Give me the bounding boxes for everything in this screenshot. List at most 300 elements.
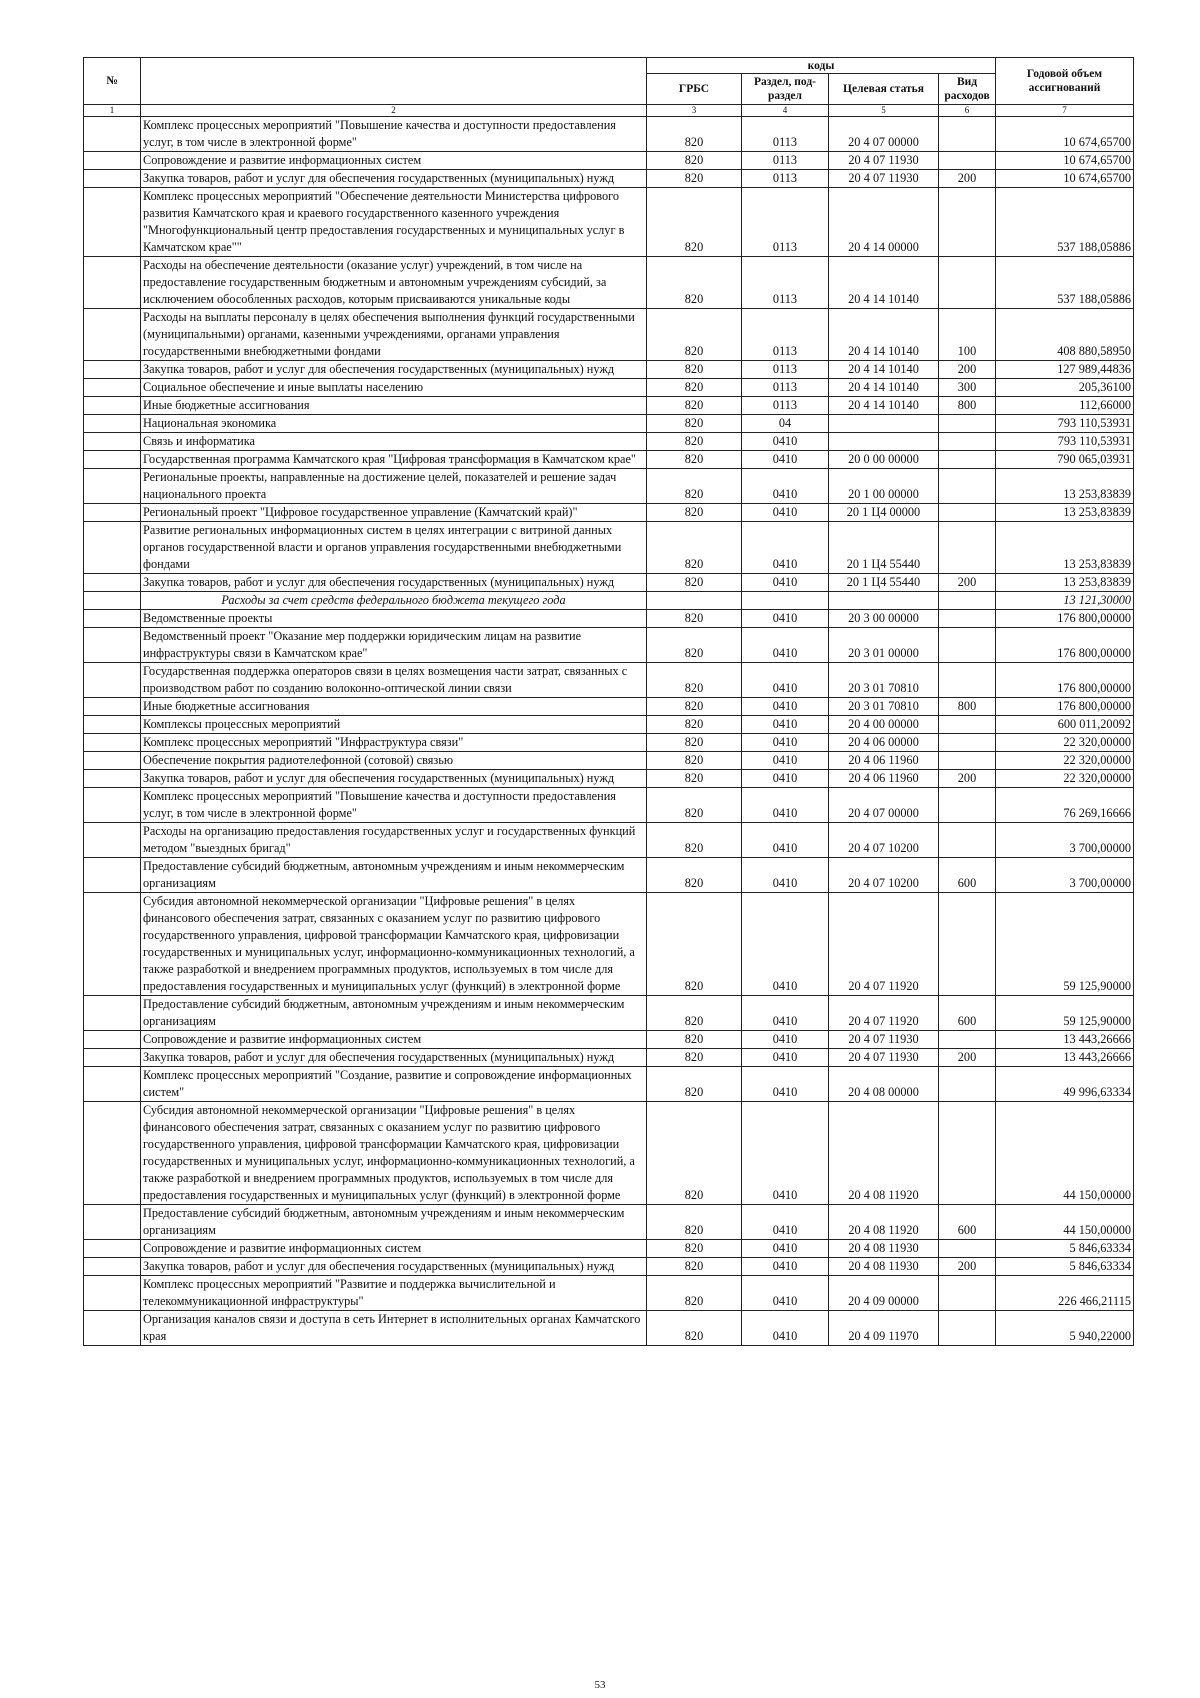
expense-type-cell: 600	[939, 1205, 996, 1240]
section-code-cell: 0113	[742, 379, 829, 397]
target-article-cell: 20 1 00 00000	[829, 469, 939, 504]
column-number: 4	[742, 105, 829, 117]
target-article-cell: 20 3 01 70810	[829, 663, 939, 698]
expense-name-cell: Региональный проект "Цифровое государственное управление (Камчатский край)"	[141, 504, 647, 522]
section-code-cell: 0410	[742, 1276, 829, 1311]
amount-cell: 127 989,44836	[996, 361, 1134, 379]
row-number-cell	[84, 823, 141, 858]
grbs-code-cell: 820	[647, 504, 742, 522]
table-row	[84, 770, 1134, 788]
section-code-cell: 0410	[742, 1067, 829, 1102]
section-code-cell: 0410	[742, 433, 829, 451]
section-code-cell: 0410	[742, 734, 829, 752]
expense-name-cell: Комплекс процессных мероприятий "Повышение качества и доступности предоставления услуг, в том числе в электронной форме"	[141, 788, 647, 823]
target-article-cell: 20 4 09 11970	[829, 1311, 939, 1346]
row-number-cell	[84, 610, 141, 628]
amount-cell: 537 188,05886	[996, 257, 1134, 309]
amount-cell: 13 121,30000	[996, 592, 1134, 610]
section-code-cell: 0410	[742, 770, 829, 788]
budget-table	[83, 57, 1134, 1346]
row-number-cell	[84, 170, 141, 188]
row-number-cell	[84, 469, 141, 504]
expense-name-cell: Комплекс процессных мероприятий "Обеспечение деятельности Министерства цифрового развития Камчатского края и краевого государственного казенного учреждения "Многофункциональный центр предоставления государственных и муниципальных услуг в Камчатском крае""	[141, 188, 647, 257]
table-row	[84, 1049, 1134, 1067]
expense-name-cell: Региональные проекты, направленные на достижение целей, показателей и решение задач национального проекта	[141, 469, 647, 504]
table-row	[84, 361, 1134, 379]
header-amount: Годовой объем ассигнований	[996, 58, 1134, 105]
expense-type-cell: 200	[939, 574, 996, 592]
expense-name-cell: Сопровождение и развитие информационных систем	[141, 152, 647, 170]
target-article-cell: 20 4 00 00000	[829, 716, 939, 734]
grbs-code-cell: 820	[647, 788, 742, 823]
expense-name-cell: Комплекс процессных мероприятий "Повышение качества и доступности предоставления услуг, в том числе в электронной форме"	[141, 117, 647, 152]
target-article-cell: 20 4 07 00000	[829, 788, 939, 823]
amount-cell: 5 846,63334	[996, 1240, 1134, 1258]
row-number-cell	[84, 1311, 141, 1346]
row-number-cell	[84, 1276, 141, 1311]
expense-type-cell: 200	[939, 170, 996, 188]
section-code-cell: 0113	[742, 257, 829, 309]
grbs-code-cell: 820	[647, 1311, 742, 1346]
table-row	[84, 628, 1134, 663]
expense-type-cell	[939, 433, 996, 451]
row-number-cell	[84, 996, 141, 1031]
header-grbs: ГРБС	[647, 74, 742, 105]
section-code-cell: 0410	[742, 823, 829, 858]
header-section: Раздел, под-раздел	[742, 74, 829, 105]
amount-cell: 3 700,00000	[996, 823, 1134, 858]
row-number-cell	[84, 1258, 141, 1276]
target-article-cell: 20 4 07 11930	[829, 1031, 939, 1049]
expense-type-cell	[939, 1067, 996, 1102]
expense-name-cell: Комплекс процессных мероприятий "Развитие и поддержка вычислительной и телекоммуникационной инфраструктуры"	[141, 1276, 647, 1311]
expense-type-cell: 200	[939, 1258, 996, 1276]
grbs-code-cell: 820	[647, 770, 742, 788]
target-article-cell: 20 1 Ц4 00000	[829, 504, 939, 522]
grbs-code-cell: 820	[647, 716, 742, 734]
row-number-cell	[84, 309, 141, 361]
target-article-cell: 20 1 Ц4 55440	[829, 574, 939, 592]
row-number-cell	[84, 1240, 141, 1258]
target-article-cell: 20 3 01 00000	[829, 628, 939, 663]
grbs-code-cell: 820	[647, 309, 742, 361]
section-code-cell: 0410	[742, 451, 829, 469]
grbs-code-cell: 820	[647, 433, 742, 451]
expense-name-cell: Предоставление субсидий бюджетным, автономным учреждениям и иным некоммерческим организациям	[141, 996, 647, 1031]
target-article-cell: 20 4 08 11920	[829, 1205, 939, 1240]
row-number-cell	[84, 752, 141, 770]
column-number: 6	[939, 105, 996, 117]
grbs-code-cell: 820	[647, 361, 742, 379]
header-type: Вид расходов	[939, 74, 996, 105]
section-code-cell: 0113	[742, 152, 829, 170]
row-number-cell	[84, 257, 141, 309]
expense-type-cell: 800	[939, 698, 996, 716]
amount-cell: 13 253,83839	[996, 469, 1134, 504]
grbs-code-cell: 820	[647, 170, 742, 188]
table-row	[84, 1276, 1134, 1311]
expense-name-cell: Связь и информатика	[141, 433, 647, 451]
table-row	[84, 469, 1134, 504]
table-row	[84, 716, 1134, 734]
table-row	[84, 170, 1134, 188]
table-row	[84, 504, 1134, 522]
grbs-code-cell: 820	[647, 858, 742, 893]
grbs-code-cell: 820	[647, 415, 742, 433]
column-number: 2	[141, 105, 647, 117]
table-row	[84, 1031, 1134, 1049]
expense-type-cell	[939, 752, 996, 770]
target-article-cell: 20 4 07 11930	[829, 152, 939, 170]
expense-name-cell: Обеспечение покрытия радиотелефонной (сотовой) связью	[141, 752, 647, 770]
section-code-cell: 0410	[742, 1258, 829, 1276]
grbs-code-cell: 820	[647, 752, 742, 770]
row-number-cell	[84, 858, 141, 893]
table-note-row	[84, 592, 1134, 610]
grbs-code-cell: 820	[647, 1205, 742, 1240]
expense-name-cell: Сопровождение и развитие информационных систем	[141, 1031, 647, 1049]
table-row	[84, 522, 1134, 574]
amount-cell: 49 996,63334	[996, 1067, 1134, 1102]
section-code-cell	[742, 592, 829, 610]
expense-type-cell	[939, 451, 996, 469]
expense-name-cell: Закупка товаров, работ и услуг для обеспечения государственных (муниципальных) нужд	[141, 770, 647, 788]
column-number: 1	[84, 105, 141, 117]
page-number: 53	[594, 1679, 606, 1691]
amount-cell: 22 320,00000	[996, 734, 1134, 752]
amount-cell: 59 125,90000	[996, 893, 1134, 996]
expense-name-cell: Закупка товаров, работ и услуг для обеспечения государственных (муниципальных) нужд	[141, 1258, 647, 1276]
grbs-code-cell: 820	[647, 397, 742, 415]
row-number-cell	[84, 734, 141, 752]
row-number-cell	[84, 788, 141, 823]
expense-type-cell	[939, 1311, 996, 1346]
amount-cell: 226 466,21115	[996, 1276, 1134, 1311]
table-row	[84, 1205, 1134, 1240]
expense-type-cell: 200	[939, 361, 996, 379]
table-row	[84, 893, 1134, 996]
expense-type-cell	[939, 469, 996, 504]
target-article-cell	[829, 592, 939, 610]
target-article-cell: 20 4 07 00000	[829, 117, 939, 152]
column-number: 3	[647, 105, 742, 117]
table-row	[84, 996, 1134, 1031]
expense-type-cell	[939, 117, 996, 152]
expense-name-cell: Расходы на выплаты персоналу в целях обеспечения выполнения функций государственными (муниципальными) органами, казенными учреждениями, органами управления государственными внебюджетными фондами	[141, 309, 647, 361]
table-row	[84, 823, 1134, 858]
amount-cell: 22 320,00000	[996, 770, 1134, 788]
target-article-cell: 20 4 14 10140	[829, 257, 939, 309]
expense-type-cell: 800	[939, 397, 996, 415]
section-code-cell: 0410	[742, 698, 829, 716]
table-row	[84, 451, 1134, 469]
target-article-cell	[829, 433, 939, 451]
expense-name-cell: Комплекс процессных мероприятий "Создание, развитие и сопровождение информационных систем"	[141, 1067, 647, 1102]
expense-name-cell: Предоставление субсидий бюджетным, автономным учреждениям и иным некоммерческим организациям	[141, 1205, 647, 1240]
table-row	[84, 610, 1134, 628]
expense-type-cell	[939, 152, 996, 170]
amount-cell: 112,66000	[996, 397, 1134, 415]
amount-cell: 44 150,00000	[996, 1205, 1134, 1240]
grbs-code-cell: 820	[647, 663, 742, 698]
grbs-code-cell: 820	[647, 1258, 742, 1276]
table-row	[84, 379, 1134, 397]
row-number-cell	[84, 117, 141, 152]
expense-name-cell: Расходы на обеспечение деятельности (оказание услуг) учреждений, в том числе на предоставление государственным бюджетным и автономным учреждениям субсидий, за исключением обособленных расходов, которым присваиваются уникальные коды	[141, 257, 647, 309]
row-number-cell	[84, 716, 141, 734]
expense-name-cell: Развитие региональных информационных систем в целях интеграции с витриной данных органов государственной власти и органов управления государственными внебюджетными фондами	[141, 522, 647, 574]
expense-type-cell	[939, 1031, 996, 1049]
amount-cell: 205,36100	[996, 379, 1134, 397]
grbs-code-cell: 820	[647, 1031, 742, 1049]
table-row	[84, 397, 1134, 415]
amount-cell: 176 800,00000	[996, 698, 1134, 716]
expense-type-cell	[939, 734, 996, 752]
target-article-cell: 20 4 14 10140	[829, 309, 939, 361]
row-number-cell	[84, 415, 141, 433]
target-article-cell: 20 3 01 70810	[829, 698, 939, 716]
table-row	[84, 188, 1134, 257]
section-code-cell: 04	[742, 415, 829, 433]
table-row	[84, 309, 1134, 361]
expense-name-cell: Расходы на организацию предоставления государственных услуг и государственных функций методом "выездных бригад"	[141, 823, 647, 858]
amount-cell: 44 150,00000	[996, 1102, 1134, 1205]
grbs-code-cell: 820	[647, 1276, 742, 1311]
amount-cell: 10 674,65700	[996, 152, 1134, 170]
amount-cell: 537 188,05886	[996, 188, 1134, 257]
amount-cell: 600 011,20092	[996, 716, 1134, 734]
expense-type-cell: 100	[939, 309, 996, 361]
grbs-code-cell: 820	[647, 610, 742, 628]
grbs-code-cell: 820	[647, 734, 742, 752]
header-name	[141, 58, 647, 105]
table-row	[84, 858, 1134, 893]
row-number-cell	[84, 770, 141, 788]
expense-type-cell	[939, 592, 996, 610]
row-number-cell	[84, 628, 141, 663]
table-row	[84, 1102, 1134, 1205]
grbs-code-cell: 820	[647, 469, 742, 504]
amount-cell: 13 443,26666	[996, 1031, 1134, 1049]
target-article-cell: 20 0 00 00000	[829, 451, 939, 469]
row-number-cell	[84, 1102, 141, 1205]
target-article-cell: 20 4 07 10200	[829, 858, 939, 893]
section-code-cell: 0410	[742, 752, 829, 770]
expense-name-cell: Иные бюджетные ассигнования	[141, 397, 647, 415]
expense-name-cell: Государственная программа Камчатского края "Цифровая трансформация в Камчатском крае"	[141, 451, 647, 469]
section-code-cell: 0410	[742, 610, 829, 628]
section-code-cell: 0113	[742, 309, 829, 361]
row-number-cell	[84, 451, 141, 469]
amount-cell: 10 674,65700	[996, 117, 1134, 152]
column-number: 5	[829, 105, 939, 117]
grbs-code-cell: 820	[647, 1102, 742, 1205]
section-code-cell: 0410	[742, 574, 829, 592]
section-code-cell: 0410	[742, 663, 829, 698]
row-number-cell	[84, 433, 141, 451]
table-row	[84, 1258, 1134, 1276]
table-row	[84, 257, 1134, 309]
expense-name-cell: Национальная экономика	[141, 415, 647, 433]
target-article-cell: 20 4 09 00000	[829, 1276, 939, 1311]
expense-name-cell: Комплексы процессных мероприятий	[141, 716, 647, 734]
header-target: Целевая статья	[829, 74, 939, 105]
amount-cell: 3 700,00000	[996, 858, 1134, 893]
expense-name-cell: Расходы за счет средств федерального бюджета текущего года	[141, 592, 647, 610]
section-code-cell: 0113	[742, 361, 829, 379]
expense-name-cell: Сопровождение и развитие информационных систем	[141, 1240, 647, 1258]
expense-type-cell	[939, 415, 996, 433]
row-number-cell	[84, 1067, 141, 1102]
expense-type-cell	[939, 504, 996, 522]
table-row	[84, 1240, 1134, 1258]
target-article-cell: 20 4 06 11960	[829, 770, 939, 788]
row-number-cell	[84, 574, 141, 592]
amount-cell: 10 674,65700	[996, 170, 1134, 188]
section-code-cell: 0410	[742, 522, 829, 574]
expense-name-cell: Организация каналов связи и доступа в сеть Интернет в исполнительных органах Камчатского края	[141, 1311, 647, 1346]
amount-cell: 176 800,00000	[996, 628, 1134, 663]
target-article-cell: 20 1 Ц4 55440	[829, 522, 939, 574]
expense-name-cell: Предоставление субсидий бюджетным, автономным учреждениям и иным некоммерческим организациям	[141, 858, 647, 893]
expense-type-cell	[939, 1240, 996, 1258]
target-article-cell: 20 4 07 11920	[829, 996, 939, 1031]
expense-type-cell	[939, 716, 996, 734]
expense-name-cell: Иные бюджетные ассигнования	[141, 698, 647, 716]
expense-type-cell	[939, 788, 996, 823]
amount-cell: 76 269,16666	[996, 788, 1134, 823]
target-article-cell	[829, 415, 939, 433]
target-article-cell: 20 4 08 00000	[829, 1067, 939, 1102]
expense-type-cell	[939, 257, 996, 309]
grbs-code-cell: 820	[647, 1049, 742, 1067]
table-row	[84, 752, 1134, 770]
section-code-cell: 0410	[742, 788, 829, 823]
column-number: 7	[996, 105, 1134, 117]
expense-name-cell: Ведомственный проект "Оказание мер поддержки юридическим лицам на развитие инфраструктуры связи в Камчатском крае"	[141, 628, 647, 663]
target-article-cell: 20 4 07 11930	[829, 170, 939, 188]
row-number-cell	[84, 522, 141, 574]
target-article-cell: 20 4 14 10140	[829, 379, 939, 397]
expense-name-cell: Субсидия автономной некоммерческой организации "Цифровые решения" в целях финансового обеспечения затрат, связанных с оказанием услуг по развитию цифрового государственного управления, цифровой трансформации Камчатского края, цифровизации государственных и муниципальных услуг, информационно-коммуникационных технологий, а также разработкой и внедрением программных продуктов, используемых в том числе для предоставления государственных и муниципальных услуг (функций) в электронной форме	[141, 1102, 647, 1205]
grbs-code-cell: 820	[647, 188, 742, 257]
column-numbers-row	[84, 105, 1134, 117]
row-number-cell	[84, 361, 141, 379]
row-number-cell	[84, 1205, 141, 1240]
amount-cell: 176 800,00000	[996, 610, 1134, 628]
grbs-code-cell: 820	[647, 257, 742, 309]
grbs-code-cell	[647, 592, 742, 610]
target-article-cell: 20 4 06 00000	[829, 734, 939, 752]
expense-name-cell: Государственная поддержка операторов связи в целях возмещения части затрат, связанных с производством работ по созданию волоконно-оптической линии связи	[141, 663, 647, 698]
row-number-cell	[84, 397, 141, 415]
grbs-code-cell: 820	[647, 628, 742, 663]
row-number-cell	[84, 663, 141, 698]
amount-cell: 13 253,83839	[996, 504, 1134, 522]
amount-cell: 13 253,83839	[996, 574, 1134, 592]
table-row	[84, 698, 1134, 716]
section-code-cell: 0410	[742, 1049, 829, 1067]
expense-type-cell	[939, 1276, 996, 1311]
amount-cell: 793 110,53931	[996, 415, 1134, 433]
expense-name-cell: Ведомственные проекты	[141, 610, 647, 628]
grbs-code-cell: 820	[647, 522, 742, 574]
table-row	[84, 415, 1134, 433]
section-code-cell: 0410	[742, 716, 829, 734]
expense-name-cell: Закупка товаров, работ и услуг для обеспечения государственных (муниципальных) нужд	[141, 170, 647, 188]
section-code-cell: 0410	[742, 1240, 829, 1258]
expense-type-cell	[939, 663, 996, 698]
section-code-cell: 0410	[742, 1311, 829, 1346]
row-number-cell	[84, 698, 141, 716]
grbs-code-cell: 820	[647, 1067, 742, 1102]
target-article-cell: 20 4 08 11930	[829, 1240, 939, 1258]
grbs-code-cell: 820	[647, 451, 742, 469]
header-number: №	[84, 58, 141, 105]
section-code-cell: 0113	[742, 397, 829, 415]
target-article-cell: 20 4 07 11920	[829, 893, 939, 996]
amount-cell: 793 110,53931	[996, 433, 1134, 451]
expense-name-cell: Комплекс процессных мероприятий "Инфраструктура связи"	[141, 734, 647, 752]
row-number-cell	[84, 592, 141, 610]
expense-type-cell	[939, 610, 996, 628]
table-row	[84, 788, 1134, 823]
table-row	[84, 433, 1134, 451]
target-article-cell: 20 4 08 11920	[829, 1102, 939, 1205]
grbs-code-cell: 820	[647, 379, 742, 397]
expense-type-cell	[939, 893, 996, 996]
amount-cell: 22 320,00000	[996, 752, 1134, 770]
section-code-cell: 0410	[742, 858, 829, 893]
section-code-cell: 0113	[742, 170, 829, 188]
amount-cell: 176 800,00000	[996, 663, 1134, 698]
grbs-code-cell: 820	[647, 574, 742, 592]
grbs-code-cell: 820	[647, 996, 742, 1031]
target-article-cell: 20 4 14 10140	[829, 361, 939, 379]
target-article-cell: 20 4 06 11960	[829, 752, 939, 770]
row-number-cell	[84, 893, 141, 996]
amount-cell: 5 940,22000	[996, 1311, 1134, 1346]
grbs-code-cell: 820	[647, 117, 742, 152]
expense-type-cell	[939, 188, 996, 257]
expense-type-cell: 200	[939, 770, 996, 788]
table-row	[84, 1067, 1134, 1102]
row-number-cell	[84, 1049, 141, 1067]
row-number-cell	[84, 379, 141, 397]
header-codes-group: коды	[647, 58, 996, 74]
amount-cell: 790 065,03931	[996, 451, 1134, 469]
target-article-cell: 20 4 14 10140	[829, 397, 939, 415]
section-code-cell: 0410	[742, 504, 829, 522]
row-number-cell	[84, 152, 141, 170]
target-article-cell: 20 3 00 00000	[829, 610, 939, 628]
amount-cell: 59 125,90000	[996, 996, 1134, 1031]
grbs-code-cell: 820	[647, 1240, 742, 1258]
expense-type-cell	[939, 628, 996, 663]
amount-cell: 5 846,63334	[996, 1258, 1134, 1276]
expense-name-cell: Закупка товаров, работ и услуг для обеспечения государственных (муниципальных) нужд	[141, 361, 647, 379]
section-code-cell: 0410	[742, 1102, 829, 1205]
grbs-code-cell: 820	[647, 823, 742, 858]
row-number-cell	[84, 188, 141, 257]
table-row	[84, 152, 1134, 170]
target-article-cell: 20 4 08 11930	[829, 1258, 939, 1276]
section-code-cell: 0410	[742, 469, 829, 504]
section-code-cell: 0410	[742, 1205, 829, 1240]
expense-type-cell	[939, 522, 996, 574]
grbs-code-cell: 820	[647, 893, 742, 996]
expense-name-cell: Закупка товаров, работ и услуг для обеспечения государственных (муниципальных) нужд	[141, 1049, 647, 1067]
